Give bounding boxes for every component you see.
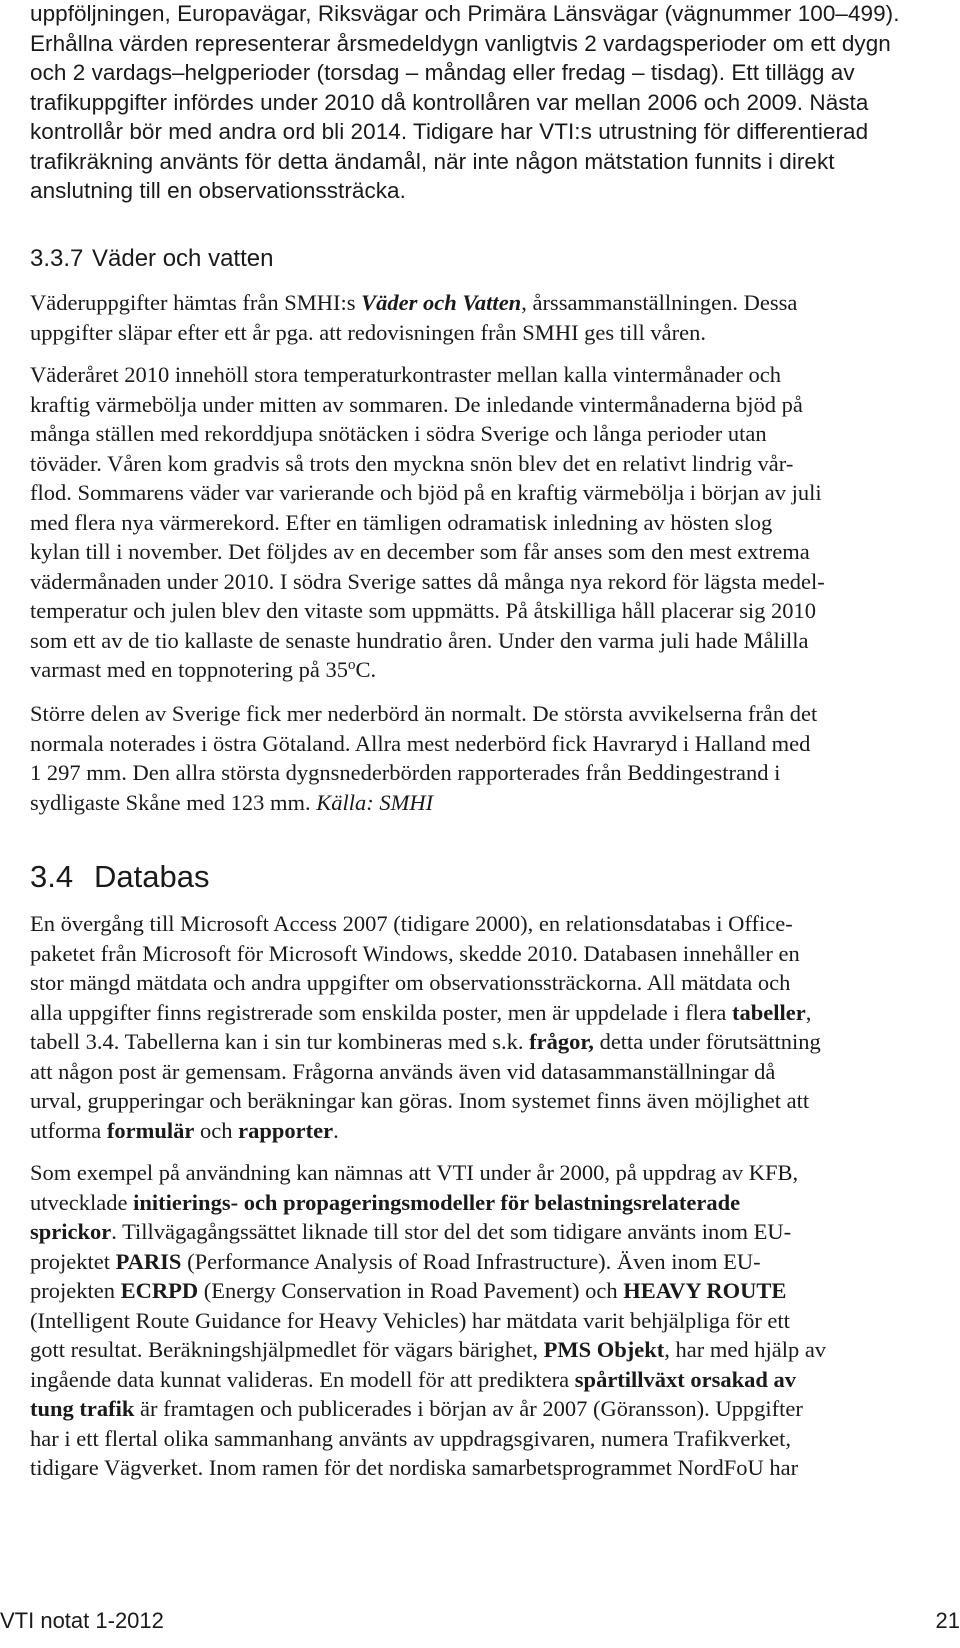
text-line <box>30 998 930 1028</box>
section-number: 3.4 <box>30 859 74 894</box>
term-bold: spårtillväxt orsakad av <box>574 1366 797 1392</box>
text-line <box>30 1276 930 1306</box>
text-line <box>30 655 930 685</box>
text-line: Erhållna värden representerar årsmedeldygn vanligtvis 2 vardagsperioder om ett dygn <box>30 30 891 56</box>
term-bold: frågor, <box>529 1029 594 1054</box>
text-line: Som exempel på användning kan nämnas att VTI under år 2000, på uppdrag av KFB, <box>30 1160 799 1185</box>
text-line <box>30 1335 930 1365</box>
text-line: som ett av de tio kallaste de senaste hundratio åren. Under den varma juli hade Målilla <box>30 627 809 653</box>
text-line: (Intelligent Route Guidance for Heavy Vehicles) har mätdata varit behjälpliga för ett <box>30 1307 790 1333</box>
term-bold: PMS Objekt <box>543 1337 665 1362</box>
text-line: temperatur och julen blev den vitaste som uppmätts. På åtskilliga håll placerar sig 2010 <box>30 598 817 623</box>
term-bold: sprickor <box>30 1219 112 1244</box>
section-title: Väder och vatten <box>92 245 274 272</box>
text-line: trafikuppgifter infördes under 2010 då kontrollåren var mellan 2006 och 2009. Nästa <box>30 89 869 115</box>
text-line: trafikräkning använts för detta ändamål, när inte någon mätstation funnits i direkt <box>30 148 835 174</box>
text-line: att någon post är gemensam. Frågorna används även vid datasammanställningar då <box>30 1058 776 1084</box>
paragraph-precipitation <box>30 699 930 817</box>
term-bold: tung trafik <box>30 1396 135 1421</box>
text-line: kontrollår bör med andra ord bli 2014. Tidigare har VTI:s utrustning för differentierad <box>30 119 869 144</box>
text-run: (Energy Conservation in Road Pavement) och <box>198 1278 624 1303</box>
text-line: många ställen med rekorddjupa snötäcken i södra Sverige och långa perioder utan <box>30 421 767 446</box>
text-line: flod. Sommarens väder var varierande och bjöd på en kraftig värmebölja i början av juli <box>30 480 822 505</box>
term-bold: formulär <box>106 1117 195 1143</box>
term-bold: HEAVY ROUTE <box>623 1278 787 1303</box>
term-bold: initierings- och propageringsmodeller för belastningsrelaterade <box>133 1189 741 1215</box>
text-line: och 2 vardags–helgperioder (torsdag – måndag eller fredag – tisdag). Ett tillägg av <box>30 60 855 85</box>
text-run: , har med hjälp av <box>664 1337 827 1362</box>
text-run: Väderuppgifter hämtas från SMHI:s <box>30 290 362 315</box>
text-line: kraftig värmebölja under mitten av sommaren. De inledande vintermånaderna bjöd på <box>30 391 803 417</box>
section-heading-3-4 <box>30 857 209 897</box>
text-run: . <box>333 1117 339 1143</box>
text-line: kylan till i november. Det följdes av en december som får anses som den mest extrema <box>30 539 810 564</box>
text-line: vädermånaden under 2010. I södra Sverige sattes då många nya rekord för lägsta medel- <box>30 568 825 594</box>
text-line: uppföljningen, Europavägar, Riksvägar och Primära Länsvägar (vägnummer 100–499). <box>30 1 900 26</box>
footer-publication: VTI notat 1-2012 <box>0 1608 164 1633</box>
degree-superscript: o <box>348 657 356 673</box>
text-line <box>30 1365 930 1395</box>
text-line <box>30 1188 930 1218</box>
text-run: alla uppgifter finns registrerade som enskilda poster, men är uppdelade i flera <box>30 999 732 1025</box>
text-line: normala noterades i östra Götaland. Allra mest nederbörd fick Havraryd i Halland med <box>30 730 811 756</box>
text-run: projektet <box>30 1248 116 1274</box>
text-run: tabell 3.4. Tabellerna kan i sin tur kombineras med s.k. <box>30 1029 530 1054</box>
paragraph-weather-year <box>30 360 930 685</box>
text-line: En övergång till Microsoft Access 2007 (tidigare 2000), en relationsdatabas i Office- <box>30 911 793 936</box>
text-line <box>30 1027 930 1057</box>
term-bold: PARIS <box>115 1248 182 1274</box>
text-line <box>30 1247 930 1277</box>
text-line <box>30 1116 930 1146</box>
text-line: tidigare Vägverket. Inom ramen för det nordiska samarbetsprogrammet NordFoU har <box>30 1455 799 1480</box>
text-run: utvecklade <box>30 1189 134 1215</box>
text-run: varmast med en toppnotering på 35 <box>30 657 349 682</box>
text-line: stor mängd mätdata och andra uppgifter om observationssträckorna. All mätdata och <box>30 970 791 995</box>
term-bold: tabeller <box>731 999 806 1025</box>
text-run: är framtagen och publicerades i början av år 2007 (Göransson). Uppgifter <box>134 1396 803 1421</box>
section-heading-3-3-7 <box>30 244 273 274</box>
source-citation: Källa: SMHI <box>316 789 434 815</box>
paragraph-database <box>30 909 930 1145</box>
text-line: 1 297 mm. Den allra största dygnsnederbörden rapporterades från Beddingestrand i <box>30 760 781 785</box>
text-line <box>30 1394 930 1424</box>
term-bold: ECRPD <box>120 1278 199 1303</box>
text-line: uppgifter släpar efter ett år pga. att redovisningen från SMHI ges till våren. <box>30 319 707 345</box>
text-line: urval, grupperingar och beräkningar kan göras. Inom systemet finns även möjlighet att <box>30 1088 810 1113</box>
text-line: med flera nya värmerekord. Efter en tämligen odramatisk inledning av hösten slog <box>30 509 773 535</box>
page-number: 21 <box>935 1608 960 1633</box>
text-line <box>30 288 930 318</box>
text-run: C. <box>355 657 377 682</box>
text-line: Väderåret 2010 innehöll stora temperaturkontraster mellan kalla vintermånader och <box>30 362 781 387</box>
section-title: Databas <box>94 859 210 894</box>
text-run: detta under förutsättning <box>593 1029 821 1054</box>
publication-title: Väder och Vatten <box>361 290 522 315</box>
text-run: , <box>805 999 812 1025</box>
text-run: ingående data kunnat valideras. En modell för att prediktera <box>30 1366 575 1392</box>
text-line: töväder. Våren kom gradvis så trots den myckna snön blev det en relativt lindrig vår- <box>30 450 794 476</box>
text-line: Större delen av Sverige fick mer nederbörd än normalt. De största avvikelserna från det <box>30 701 818 726</box>
text-run: projekten <box>30 1278 121 1303</box>
text-line <box>30 788 930 818</box>
paragraph-weather-source <box>30 288 930 347</box>
text-run: (Performance Analysis of Road Infrastructure). Även inom EU- <box>181 1248 761 1274</box>
text-line <box>30 1217 930 1247</box>
text-run: sydligaste Skåne med 123 mm. <box>30 789 317 815</box>
term-bold: rapporter <box>238 1117 334 1143</box>
text-line: anslutning till en observationssträcka. <box>30 178 406 203</box>
paragraph-continued <box>30 0 930 206</box>
text-run: . Tillvägagångssättet liknade till stor del det som tidigare använts inom EU- <box>111 1219 792 1244</box>
text-run: utforma <box>30 1117 107 1143</box>
text-run: , årssammanställningen. Dessa <box>521 290 798 315</box>
section-number: 3.3.7 <box>30 245 84 272</box>
page-footer <box>0 1606 960 1636</box>
text-run: och <box>194 1117 239 1143</box>
text-run: gott resultat. Beräkningshjälpmedlet för vägars bärighet, <box>30 1337 544 1362</box>
paragraph-usage-example <box>30 1158 930 1483</box>
text-line: har i ett flertal olika sammanhang använts av uppdragsgivaren, numera Trafikverket, <box>30 1425 792 1451</box>
text-line: paketet från Microsoft för Microsoft Windows, skedde 2010. Databasen innehåller en <box>30 940 800 966</box>
